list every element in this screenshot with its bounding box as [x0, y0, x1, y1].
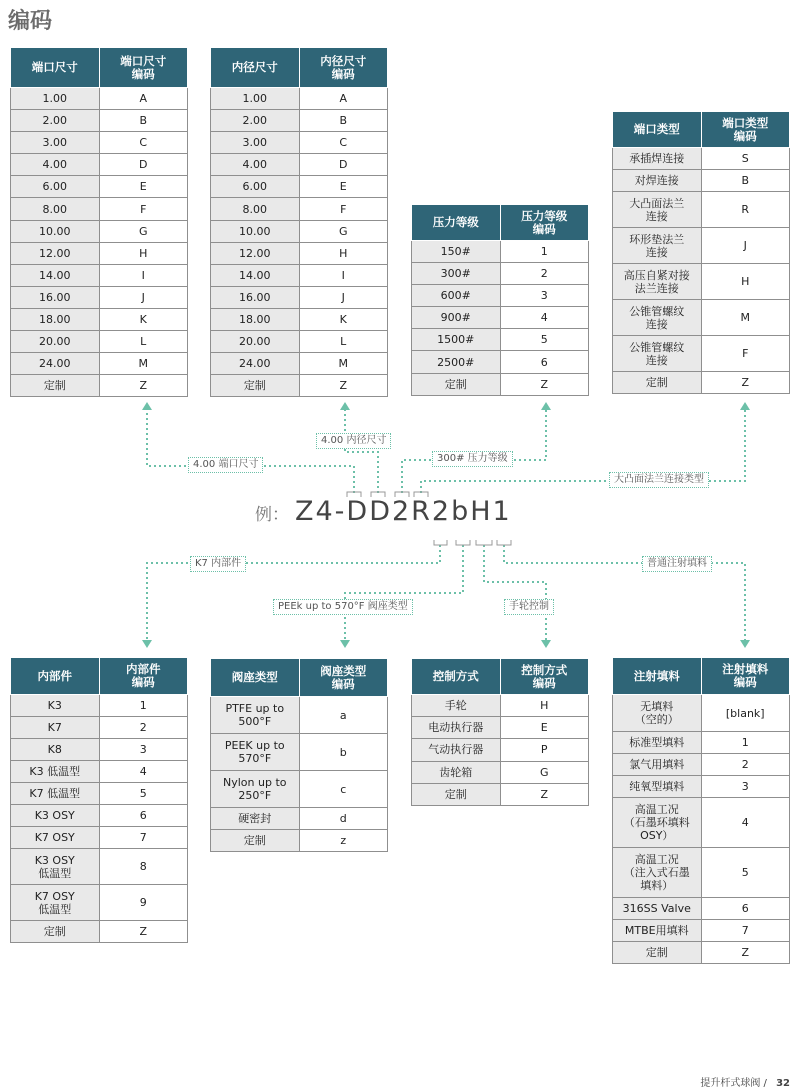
option-name-cell: 定制: [412, 783, 501, 805]
option-code-cell: F: [701, 336, 790, 372]
label-port-type: 大凸面法兰连接类型: [609, 472, 709, 488]
option-name-cell: 24.00: [211, 353, 300, 375]
bracket-bottom-4: [497, 540, 511, 545]
option-name-cell: 4.00: [211, 154, 300, 176]
option-name-cell: 10.00: [11, 220, 100, 242]
option-name-cell: 14.00: [11, 264, 100, 286]
option-name-cell: 高温工况 （石墨环填料 OSY）: [613, 798, 702, 848]
option-name-cell: 公锥管螺纹 连接: [613, 300, 702, 336]
option-code-cell: I: [299, 264, 388, 286]
option-name-cell: 2.00: [11, 110, 100, 132]
option-name-cell: 4.00: [11, 154, 100, 176]
option-name-cell: 18.00: [211, 308, 300, 330]
option-name-cell: 14.00: [211, 264, 300, 286]
option-code-cell: 3: [701, 776, 790, 798]
option-name-cell: 定制: [613, 372, 702, 394]
option-name-cell: K3 低温型: [11, 761, 100, 783]
option-code-cell: S: [701, 148, 790, 170]
option-name-cell: K7 OSY 低温型: [11, 885, 100, 921]
option-code-cell: J: [99, 286, 188, 308]
bracket-bottom-3: [476, 540, 492, 545]
option-code-cell: Z: [500, 373, 589, 395]
footer-title: 提升杆式球阀: [700, 1078, 761, 1089]
option-name-cell: 2500#: [412, 351, 501, 373]
option-name-cell: 300#: [412, 263, 501, 285]
column-header-code: 端口类型 编码: [701, 112, 790, 148]
option-name-cell: 3.00: [11, 132, 100, 154]
footer-separator: /: [763, 1078, 767, 1089]
option-code-cell: 7: [99, 827, 188, 849]
option-code-cell: E: [299, 176, 388, 198]
option-name-cell: 6.00: [11, 176, 100, 198]
option-code-cell: Z: [99, 375, 188, 397]
option-code-cell: J: [299, 286, 388, 308]
column-header-code: 阀座类型 编码: [299, 659, 388, 697]
arrow-down-control: [541, 640, 551, 648]
option-code-cell: L: [299, 331, 388, 353]
option-code-cell: Z: [701, 372, 790, 394]
option-name-cell: 定制: [11, 375, 100, 397]
label-internals: K7 内部件: [190, 556, 246, 572]
option-name-cell: 高压自紧对接 法兰连接: [613, 264, 702, 300]
option-code-cell: 5: [701, 848, 790, 898]
option-code-cell: H: [99, 242, 188, 264]
option-code-cell: F: [299, 198, 388, 220]
option-name-cell: 20.00: [11, 331, 100, 353]
option-name-cell: 定制: [211, 830, 300, 852]
column-header-code: 内部件 编码: [99, 658, 188, 695]
option-code-cell: R: [701, 192, 790, 228]
option-name-cell: 150#: [412, 241, 501, 263]
option-code-cell: H: [299, 242, 388, 264]
label-seat-type: PEEk up to 570°F 阀座类型: [273, 599, 413, 615]
example-model-code: Z4-DD2R2bH1: [295, 496, 512, 527]
option-code-cell: D: [99, 154, 188, 176]
option-code-cell: L: [99, 331, 188, 353]
option-name-cell: 600#: [412, 285, 501, 307]
label-packing: 普通注射填料: [642, 556, 712, 572]
option-code-cell: B: [299, 110, 388, 132]
option-code-cell: M: [701, 300, 790, 336]
option-name-cell: K3: [11, 695, 100, 717]
option-code-cell: 6: [701, 898, 790, 920]
option-code-cell: 5: [99, 783, 188, 805]
option-name-cell: 定制: [211, 375, 300, 397]
column-header-name: 控制方式: [412, 659, 501, 695]
option-name-cell: 8.00: [211, 198, 300, 220]
option-code-cell: C: [299, 132, 388, 154]
option-code-cell: I: [99, 264, 188, 286]
column-header-name: 内部件: [11, 658, 100, 695]
option-code-cell: A: [299, 88, 388, 110]
option-name-cell: 定制: [11, 921, 100, 943]
arrow-up-pressure-class: [541, 402, 551, 410]
option-name-cell: 1500#: [412, 329, 501, 351]
option-name-cell: 电动执行器: [412, 717, 501, 739]
option-code-cell: 2: [500, 263, 589, 285]
option-code-cell: H: [701, 264, 790, 300]
option-code-cell: 1: [99, 695, 188, 717]
option-code-cell: 8: [99, 849, 188, 885]
label-inner-diameter: 4.00 内径尺寸: [316, 433, 391, 449]
option-name-cell: K7 低温型: [11, 783, 100, 805]
option-name-cell: 24.00: [11, 353, 100, 375]
option-name-cell: 16.00: [11, 286, 100, 308]
column-header-name: 压力等级: [412, 205, 501, 241]
option-name-cell: K7: [11, 717, 100, 739]
label-port-size: 4.00 端口尺寸: [188, 457, 263, 473]
arrow-up-inner-diameter: [340, 402, 350, 410]
option-code-cell: c: [299, 771, 388, 808]
column-header-name: 注射填料: [613, 658, 702, 695]
option-code-cell: 3: [500, 285, 589, 307]
option-code-cell: C: [99, 132, 188, 154]
label-pressure-class: 300# 压力等级: [432, 451, 513, 467]
option-name-cell: 承插焊连接: [613, 148, 702, 170]
option-code-cell: E: [500, 717, 589, 739]
option-name-cell: PTFE up to 500°F: [211, 697, 300, 734]
option-name-cell: 6.00: [211, 176, 300, 198]
option-name-cell: K8: [11, 739, 100, 761]
option-code-cell: 1: [500, 241, 589, 263]
page-footer: [700, 1074, 790, 1089]
option-name-cell: 316SS Valve: [613, 898, 702, 920]
option-name-cell: 硬密封: [211, 808, 300, 830]
option-name-cell: 1.00: [11, 88, 100, 110]
option-code-cell: 6: [99, 805, 188, 827]
option-name-cell: K3 OSY 低温型: [11, 849, 100, 885]
option-name-cell: 16.00: [211, 286, 300, 308]
option-code-cell: 5: [500, 329, 589, 351]
option-name-cell: 气动执行器: [412, 739, 501, 761]
bracket-bottom-2: [456, 540, 470, 545]
connector-port-size: [147, 408, 354, 493]
option-code-cell: 6: [500, 351, 589, 373]
option-name-cell: MTBE用填料: [613, 920, 702, 942]
label-control: 手轮控制: [504, 599, 554, 615]
option-name-cell: 无填料 （空的）: [613, 695, 702, 732]
column-header-code: 控制方式 编码: [500, 659, 589, 695]
option-code-cell: P: [500, 739, 589, 761]
connector-seat: [345, 545, 463, 642]
column-header-name: 内径尺寸: [211, 48, 300, 88]
option-name-cell: 高温工况 （注入式石墨 填料）: [613, 848, 702, 898]
option-name-cell: 3.00: [211, 132, 300, 154]
option-code-cell: G: [500, 761, 589, 783]
option-name-cell: 20.00: [211, 331, 300, 353]
option-code-cell: Z: [500, 783, 589, 805]
option-code-cell: [blank]: [701, 695, 790, 732]
option-name-cell: 18.00: [11, 308, 100, 330]
option-code-cell: M: [99, 353, 188, 375]
column-header-name: 阀座类型: [211, 659, 300, 697]
option-name-cell: 氯气用填料: [613, 754, 702, 776]
option-code-cell: B: [701, 170, 790, 192]
example-code: [255, 496, 512, 527]
option-code-cell: d: [299, 808, 388, 830]
bracket-bottom-1: [434, 540, 447, 545]
option-name-cell: Nylon up to 250°F: [211, 771, 300, 808]
option-name-cell: 2.00: [211, 110, 300, 132]
option-code-cell: A: [99, 88, 188, 110]
connector-inner-diameter: [345, 408, 378, 493]
column-header-code: 压力等级 编码: [500, 205, 589, 241]
option-code-cell: K: [99, 308, 188, 330]
page-number: 32: [776, 1078, 790, 1089]
option-name-cell: 定制: [613, 942, 702, 964]
option-code-cell: 2: [99, 717, 188, 739]
option-name-cell: 大凸面法兰 连接: [613, 192, 702, 228]
option-name-cell: K7 OSY: [11, 827, 100, 849]
option-code-cell: G: [99, 220, 188, 242]
option-code-cell: 2: [701, 754, 790, 776]
option-name-cell: 1.00: [211, 88, 300, 110]
arrow-down-packing: [740, 640, 750, 648]
option-code-cell: Z: [299, 375, 388, 397]
option-name-cell: 公锥管螺纹 连接: [613, 336, 702, 372]
option-name-cell: 标准型填料: [613, 732, 702, 754]
option-name-cell: PEEK up to 570°F: [211, 734, 300, 771]
option-code-cell: J: [701, 228, 790, 264]
arrow-up-port-type: [740, 402, 750, 410]
option-code-cell: G: [299, 220, 388, 242]
arrow-down-internals: [142, 640, 152, 648]
option-code-cell: 1: [701, 732, 790, 754]
option-name-cell: 12.00: [211, 242, 300, 264]
option-name-cell: 环形垫法兰 连接: [613, 228, 702, 264]
column-header-code: 注射填料 编码: [701, 658, 790, 695]
column-header-name: 端口类型: [613, 112, 702, 148]
option-code-cell: 7: [701, 920, 790, 942]
column-header-code: 端口尺寸 编码: [99, 48, 188, 88]
option-code-cell: 4: [701, 798, 790, 848]
option-code-cell: M: [299, 353, 388, 375]
option-name-cell: K3 OSY: [11, 805, 100, 827]
option-code-cell: F: [99, 198, 188, 220]
option-code-cell: z: [299, 830, 388, 852]
option-name-cell: 齿轮箱: [412, 761, 501, 783]
option-name-cell: 对焊连接: [613, 170, 702, 192]
option-code-cell: b: [299, 734, 388, 771]
option-code-cell: H: [500, 695, 589, 717]
option-name-cell: 10.00: [211, 220, 300, 242]
option-name-cell: 手轮: [412, 695, 501, 717]
arrow-up-port-size: [142, 402, 152, 410]
option-code-cell: E: [99, 176, 188, 198]
option-code-cell: K: [299, 308, 388, 330]
option-code-cell: D: [299, 154, 388, 176]
arrow-down-seat: [340, 640, 350, 648]
option-code-cell: 3: [99, 739, 188, 761]
option-code-cell: 4: [500, 307, 589, 329]
option-code-cell: Z: [99, 921, 188, 943]
option-code-cell: 4: [99, 761, 188, 783]
option-name-cell: 定制: [412, 373, 501, 395]
example-prefix: 例：: [255, 505, 289, 525]
option-code-cell: a: [299, 697, 388, 734]
option-code-cell: B: [99, 110, 188, 132]
connector-control: [484, 545, 546, 642]
option-name-cell: 12.00: [11, 242, 100, 264]
option-name-cell: 900#: [412, 307, 501, 329]
option-code-cell: Z: [701, 942, 790, 964]
option-name-cell: 8.00: [11, 198, 100, 220]
column-header-code: 内径尺寸 编码: [299, 48, 388, 88]
option-name-cell: 纯氧型填料: [613, 776, 702, 798]
option-code-cell: 9: [99, 885, 188, 921]
column-header-name: 端口尺寸: [11, 48, 100, 88]
page-title: 编码: [8, 9, 53, 34]
